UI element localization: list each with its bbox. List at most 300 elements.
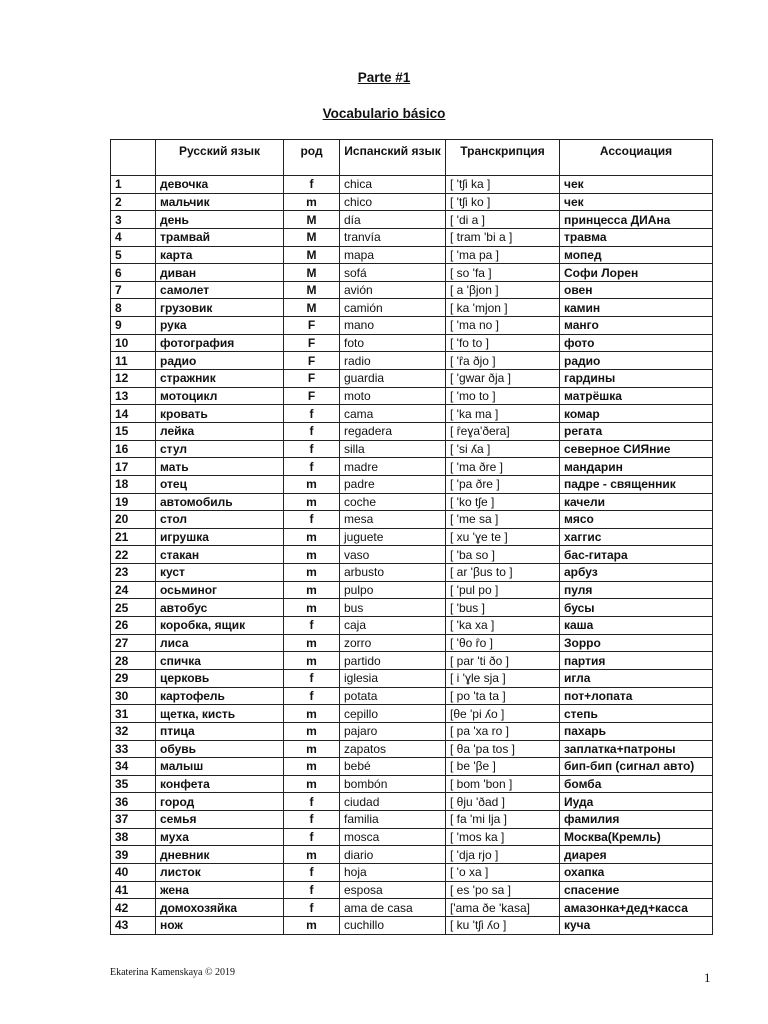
- row-number: 32: [111, 722, 156, 740]
- table-row: [111, 228, 713, 246]
- table-row: [111, 299, 713, 317]
- row-number: 42: [111, 899, 156, 917]
- gender: M: [284, 228, 340, 246]
- russian-word: игрушка: [156, 528, 284, 546]
- table-row: [111, 422, 713, 440]
- gender: m: [284, 193, 340, 211]
- row-number: 22: [111, 546, 156, 564]
- russian-word: мать: [156, 458, 284, 476]
- table-row: [111, 793, 713, 811]
- russian-word: грузовик: [156, 299, 284, 317]
- association: мопед: [560, 246, 713, 264]
- gender: m: [284, 564, 340, 582]
- association: бусы: [560, 599, 713, 617]
- spanish-word: camión: [340, 299, 446, 317]
- gender: f: [284, 440, 340, 458]
- spanish-word: avión: [340, 281, 446, 299]
- gender: m: [284, 846, 340, 864]
- spanish-word: chica: [340, 176, 446, 194]
- header-russian: Русский язык: [156, 140, 284, 176]
- association: матрёшка: [560, 387, 713, 405]
- association: Москва(Кремль): [560, 828, 713, 846]
- row-number: 9: [111, 317, 156, 335]
- row-number: 15: [111, 422, 156, 440]
- transcription: [ bom 'bon ]: [446, 775, 560, 793]
- association: мандарин: [560, 458, 713, 476]
- russian-word: рука: [156, 317, 284, 335]
- gender: M: [284, 299, 340, 317]
- spanish-word: cepillo: [340, 705, 446, 723]
- spanish-word: familia: [340, 811, 446, 829]
- association: диарея: [560, 846, 713, 864]
- association: камин: [560, 299, 713, 317]
- row-number: 13: [111, 387, 156, 405]
- russian-word: малыш: [156, 758, 284, 776]
- transcription: [ 'ma no ]: [446, 317, 560, 335]
- gender: f: [284, 176, 340, 194]
- transcription: [ 'me sa ]: [446, 511, 560, 529]
- table-row: [111, 687, 713, 705]
- table-row: [111, 440, 713, 458]
- association: игла: [560, 669, 713, 687]
- association: заплатка+патроны: [560, 740, 713, 758]
- spanish-word: iglesia: [340, 669, 446, 687]
- association: бас-гитара: [560, 546, 713, 564]
- transcription: [ 'θo ȓo ]: [446, 634, 560, 652]
- row-number: 19: [111, 493, 156, 511]
- spanish-word: caja: [340, 617, 446, 635]
- russian-word: картофель: [156, 687, 284, 705]
- gender: f: [284, 881, 340, 899]
- header-gender: род: [284, 140, 340, 176]
- row-number: 3: [111, 211, 156, 229]
- russian-word: фотография: [156, 334, 284, 352]
- table-row: [111, 334, 713, 352]
- transcription: [ 'mos ka ]: [446, 828, 560, 846]
- table-row: [111, 863, 713, 881]
- association: бип-бип (сигнал авто): [560, 758, 713, 776]
- gender: f: [284, 793, 340, 811]
- table-row: [111, 264, 713, 282]
- transcription: [ xu 'ɣe te ]: [446, 528, 560, 546]
- association: амазонка+дед+касса: [560, 899, 713, 917]
- row-number: 41: [111, 881, 156, 899]
- transcription: [ 'tʃi ka ]: [446, 176, 560, 194]
- table-row: [111, 669, 713, 687]
- table-row: [111, 176, 713, 194]
- association: травма: [560, 228, 713, 246]
- russian-word: радио: [156, 352, 284, 370]
- spanish-word: ciudad: [340, 793, 446, 811]
- association: чек: [560, 193, 713, 211]
- russian-word: муха: [156, 828, 284, 846]
- association: манго: [560, 317, 713, 335]
- spanish-word: pajaro: [340, 722, 446, 740]
- russian-word: мотоцикл: [156, 387, 284, 405]
- russian-word: домохозяйка: [156, 899, 284, 917]
- row-number: 34: [111, 758, 156, 776]
- footer-author: Ekaterina Kamenskaya © 2019: [110, 967, 236, 978]
- association: партия: [560, 652, 713, 670]
- association: куча: [560, 916, 713, 934]
- transcription: [ 'di a ]: [446, 211, 560, 229]
- gender: M: [284, 211, 340, 229]
- gender: f: [284, 511, 340, 529]
- transcription: [ po 'ta ta ]: [446, 687, 560, 705]
- transcription: [ θa 'pa tos ]: [446, 740, 560, 758]
- gender: F: [284, 352, 340, 370]
- russian-word: конфета: [156, 775, 284, 793]
- association: хаггис: [560, 528, 713, 546]
- transcription: [ ku 'tʃi ʎo ]: [446, 916, 560, 934]
- russian-word: стражник: [156, 370, 284, 388]
- row-number: 4: [111, 228, 156, 246]
- association: падре - священник: [560, 475, 713, 493]
- association: пахарь: [560, 722, 713, 740]
- spanish-word: chico: [340, 193, 446, 211]
- row-number: 26: [111, 617, 156, 635]
- russian-word: лейка: [156, 422, 284, 440]
- russian-word: самолет: [156, 281, 284, 299]
- table-row: [111, 916, 713, 934]
- spanish-word: mano: [340, 317, 446, 335]
- transcription: [ 'mo to ]: [446, 387, 560, 405]
- transcription: [ 'dja rjo ]: [446, 846, 560, 864]
- header-transcription: Транскрипция: [446, 140, 560, 176]
- gender: M: [284, 281, 340, 299]
- gender: m: [284, 634, 340, 652]
- table-row: [111, 846, 713, 864]
- spanish-word: vaso: [340, 546, 446, 564]
- vocabulary-table: [110, 139, 713, 935]
- spanish-word: coche: [340, 493, 446, 511]
- spanish-word: mesa: [340, 511, 446, 529]
- russian-word: дневник: [156, 846, 284, 864]
- table-row: [111, 528, 713, 546]
- row-number: 21: [111, 528, 156, 546]
- spanish-word: padre: [340, 475, 446, 493]
- table-row: [111, 617, 713, 635]
- association: регата: [560, 422, 713, 440]
- gender: m: [284, 599, 340, 617]
- association: арбуз: [560, 564, 713, 582]
- russian-word: стол: [156, 511, 284, 529]
- spanish-word: madre: [340, 458, 446, 476]
- gender: f: [284, 828, 340, 846]
- row-number: 20: [111, 511, 156, 529]
- gender: f: [284, 617, 340, 635]
- gender: f: [284, 899, 340, 917]
- row-number: 31: [111, 705, 156, 723]
- transcription: [ 'ko tʃe ]: [446, 493, 560, 511]
- table-row: [111, 705, 713, 723]
- transcription: [ 'si ʎa ]: [446, 440, 560, 458]
- association: Софи Лорен: [560, 264, 713, 282]
- table-row: [111, 828, 713, 846]
- transcription: [ 'o xa ]: [446, 863, 560, 881]
- row-number: 40: [111, 863, 156, 881]
- spanish-word: tranvía: [340, 228, 446, 246]
- transcription: [ 'ma ðre ]: [446, 458, 560, 476]
- gender: M: [284, 264, 340, 282]
- table-body: [111, 176, 713, 935]
- russian-word: стул: [156, 440, 284, 458]
- header-association: Ассоциация: [560, 140, 713, 176]
- table-row: [111, 193, 713, 211]
- spanish-word: arbusto: [340, 564, 446, 582]
- table-row: [111, 652, 713, 670]
- transcription: [ 'fo to ]: [446, 334, 560, 352]
- transcription: [ 'gwar ðja ]: [446, 370, 560, 388]
- association: фамилия: [560, 811, 713, 829]
- association: комар: [560, 405, 713, 423]
- russian-word: автобус: [156, 599, 284, 617]
- russian-word: щетка, кисть: [156, 705, 284, 723]
- table-row: [111, 546, 713, 564]
- russian-word: церковь: [156, 669, 284, 687]
- spanish-word: regadera: [340, 422, 446, 440]
- gender: m: [284, 493, 340, 511]
- transcription: [ 'pa ðre ]: [446, 475, 560, 493]
- spanish-word: zorro: [340, 634, 446, 652]
- transcription: [ 'ba so ]: [446, 546, 560, 564]
- russian-word: коробка, ящик: [156, 617, 284, 635]
- transcription: [ 'ȓa ðjo ]: [446, 352, 560, 370]
- gender: f: [284, 422, 340, 440]
- gender: f: [284, 811, 340, 829]
- transcription: [ par 'ti ðo ]: [446, 652, 560, 670]
- table-row: [111, 317, 713, 335]
- table-row: [111, 564, 713, 582]
- gender: f: [284, 687, 340, 705]
- gender: f: [284, 863, 340, 881]
- association: спасение: [560, 881, 713, 899]
- row-number: 7: [111, 281, 156, 299]
- gender: m: [284, 528, 340, 546]
- gender: F: [284, 387, 340, 405]
- spanish-word: sofá: [340, 264, 446, 282]
- association: фото: [560, 334, 713, 352]
- row-number: 12: [111, 370, 156, 388]
- table-row: [111, 493, 713, 511]
- table-row: [111, 352, 713, 370]
- transcription: [ pa 'xa ro ]: [446, 722, 560, 740]
- spanish-word: diario: [340, 846, 446, 864]
- russian-word: автомобиль: [156, 493, 284, 511]
- association: пот+лопата: [560, 687, 713, 705]
- table-row: [111, 511, 713, 529]
- russian-word: кровать: [156, 405, 284, 423]
- gender: m: [284, 652, 340, 670]
- row-number: 36: [111, 793, 156, 811]
- gender: m: [284, 740, 340, 758]
- gender: F: [284, 334, 340, 352]
- russian-word: город: [156, 793, 284, 811]
- association: охапка: [560, 863, 713, 881]
- spanish-word: bombón: [340, 775, 446, 793]
- association: качели: [560, 493, 713, 511]
- row-number: 39: [111, 846, 156, 864]
- row-number: 11: [111, 352, 156, 370]
- association: Зорро: [560, 634, 713, 652]
- table-row: [111, 581, 713, 599]
- gender: m: [284, 775, 340, 793]
- row-number: 14: [111, 405, 156, 423]
- russian-word: птица: [156, 722, 284, 740]
- russian-word: стакан: [156, 546, 284, 564]
- spanish-word: partido: [340, 652, 446, 670]
- spanish-word: mapa: [340, 246, 446, 264]
- transcription: [ so 'fa ]: [446, 264, 560, 282]
- transcription: [ be 'βe ]: [446, 758, 560, 776]
- header-spanish: Испанский язык: [340, 140, 446, 176]
- gender: m: [284, 758, 340, 776]
- transcription: [ ȓeɣa'ðera]: [446, 422, 560, 440]
- association: северное СИЯние: [560, 440, 713, 458]
- spanish-word: potata: [340, 687, 446, 705]
- russian-word: листок: [156, 863, 284, 881]
- row-number: 33: [111, 740, 156, 758]
- gender: m: [284, 916, 340, 934]
- spanish-word: bebé: [340, 758, 446, 776]
- transcription: [θe 'pi ʎo ]: [446, 705, 560, 723]
- spanish-word: mosca: [340, 828, 446, 846]
- russian-word: жена: [156, 881, 284, 899]
- transcription: [ ar 'βus to ]: [446, 564, 560, 582]
- table-row: [111, 740, 713, 758]
- row-number: 29: [111, 669, 156, 687]
- row-number: 30: [111, 687, 156, 705]
- spanish-word: silla: [340, 440, 446, 458]
- row-number: 16: [111, 440, 156, 458]
- gender: f: [284, 405, 340, 423]
- row-number: 28: [111, 652, 156, 670]
- spanish-word: esposa: [340, 881, 446, 899]
- table-row: [111, 634, 713, 652]
- row-number: 27: [111, 634, 156, 652]
- table-row: [111, 811, 713, 829]
- table-header-row: [111, 140, 713, 176]
- association: мясо: [560, 511, 713, 529]
- gender: f: [284, 458, 340, 476]
- spanish-word: día: [340, 211, 446, 229]
- association: принцесса ДИАна: [560, 211, 713, 229]
- table-row: [111, 722, 713, 740]
- table-row: [111, 246, 713, 264]
- spanish-word: guardia: [340, 370, 446, 388]
- row-number: 37: [111, 811, 156, 829]
- spanish-word: radio: [340, 352, 446, 370]
- spanish-word: juguete: [340, 528, 446, 546]
- page-number: 1: [704, 970, 711, 985]
- row-number: 23: [111, 564, 156, 582]
- row-number: 35: [111, 775, 156, 793]
- row-number: 24: [111, 581, 156, 599]
- transcription: [ tram 'bi a ]: [446, 228, 560, 246]
- gender: m: [284, 546, 340, 564]
- row-number: 25: [111, 599, 156, 617]
- row-number: 8: [111, 299, 156, 317]
- russian-word: девочка: [156, 176, 284, 194]
- association: овен: [560, 281, 713, 299]
- association: бомба: [560, 775, 713, 793]
- row-number: 6: [111, 264, 156, 282]
- spanish-word: foto: [340, 334, 446, 352]
- russian-word: карта: [156, 246, 284, 264]
- association: Иуда: [560, 793, 713, 811]
- gender: F: [284, 370, 340, 388]
- transcription: [ θju 'ðad ]: [446, 793, 560, 811]
- table-row: [111, 475, 713, 493]
- table-row: [111, 370, 713, 388]
- association: каша: [560, 617, 713, 635]
- spanish-word: ama de casa: [340, 899, 446, 917]
- transcription: [ 'bus ]: [446, 599, 560, 617]
- row-number: 43: [111, 916, 156, 934]
- row-number: 2: [111, 193, 156, 211]
- transcription: [ a 'βjon ]: [446, 281, 560, 299]
- russian-word: мальчик: [156, 193, 284, 211]
- table-row: [111, 758, 713, 776]
- gender: m: [284, 581, 340, 599]
- gender: m: [284, 475, 340, 493]
- transcription: ['ama ðe 'kasa]: [446, 899, 560, 917]
- russian-word: диван: [156, 264, 284, 282]
- russian-word: день: [156, 211, 284, 229]
- row-number: 38: [111, 828, 156, 846]
- spanish-word: cama: [340, 405, 446, 423]
- russian-word: спичка: [156, 652, 284, 670]
- transcription: [ 'ka ma ]: [446, 405, 560, 423]
- spanish-word: pulpo: [340, 581, 446, 599]
- transcription: [ i 'ɣle sja ]: [446, 669, 560, 687]
- gender: f: [284, 669, 340, 687]
- table-row: [111, 881, 713, 899]
- spanish-word: moto: [340, 387, 446, 405]
- russian-word: нож: [156, 916, 284, 934]
- gender: M: [284, 246, 340, 264]
- row-number: 10: [111, 334, 156, 352]
- spanish-word: hoja: [340, 863, 446, 881]
- table-row: [111, 211, 713, 229]
- gender: m: [284, 722, 340, 740]
- russian-word: трамвай: [156, 228, 284, 246]
- russian-word: семья: [156, 811, 284, 829]
- table-row: [111, 599, 713, 617]
- row-number: 1: [111, 176, 156, 194]
- table-row: [111, 387, 713, 405]
- header-number: [111, 140, 156, 176]
- gender: m: [284, 705, 340, 723]
- association: чек: [560, 176, 713, 194]
- transcription: [ 'tʃi ko ]: [446, 193, 560, 211]
- russian-word: обувь: [156, 740, 284, 758]
- transcription: [ 'ka xa ]: [446, 617, 560, 635]
- page-title: Parte #1: [357, 70, 411, 85]
- table-row: [111, 281, 713, 299]
- page-subtitle: Vocabulario básico: [322, 106, 446, 121]
- russian-word: отец: [156, 475, 284, 493]
- transcription: [ 'ma pa ]: [446, 246, 560, 264]
- row-number: 18: [111, 475, 156, 493]
- transcription: [ es 'po sa ]: [446, 881, 560, 899]
- gender: F: [284, 317, 340, 335]
- russian-word: куст: [156, 564, 284, 582]
- table-row: [111, 899, 713, 917]
- russian-word: осьминог: [156, 581, 284, 599]
- transcription: [ fa 'mi lja ]: [446, 811, 560, 829]
- table-row: [111, 458, 713, 476]
